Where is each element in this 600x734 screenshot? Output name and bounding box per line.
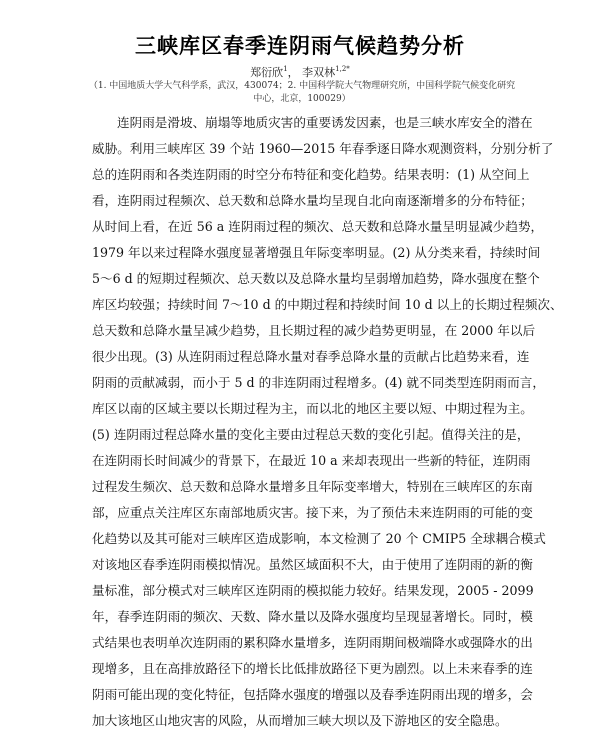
paper-title: 三峡库区春季连阴雨气候趋势分析: [135, 34, 465, 58]
abstract-line: 总天数和总降水量呈减少趋势，且长期过程的减少趋势更明显，在 2000 年以后: [92, 323, 536, 338]
abstract-body: [92, 110, 563, 734]
abstract-line: 现增多，且在高排放路径下的增长比低排放路径下更为剧烈。以上未来春季的连: [92, 661, 533, 676]
abstract-line: 总的连阴雨和各类连阴雨的时空分布特征和变化趋势。结果表明：(1) 从空间上: [92, 167, 530, 182]
abstract-line: 对该地区春季连阴雨模拟情况。虽然区域面积不大，由于使用了连阴雨的新的衡: [92, 557, 533, 572]
affiliations: [88, 80, 516, 106]
abstract-line: 加大该地区山地灾害的风险，从而增加三峡大坝以及下游地区的安全隐患。: [92, 713, 508, 728]
abstract-line: 阴雨可能出现的变化特征，包括降水强度的增强以及春季连阴雨出现的增多，会: [92, 687, 533, 702]
author-separator: ，: [287, 66, 299, 79]
abstract-line: 部，应重点关注库区东南部地质灾害。接下来，为了预估未来连阴雨的可能的变: [92, 505, 533, 520]
abstract-line: 年，春季连阴雨的频次、天数、降水量以及降水强度均呈现显著增长。同时，模: [92, 609, 533, 624]
abstract-line: 威胁。利用三峡库区 39 个站 1960—2015 年春季逐日降水观测资料，分别分析了: [92, 141, 554, 156]
abstract-line: 阴雨的贡献减弱，而小于 5 d 的非连阴雨过程增多。(4) 就不同类型连阴雨而言，: [92, 375, 545, 390]
abstract-line: 量标准，部分模式对三峡库区连阴雨的模拟能力较好。结果发现，2005 - 2099: [92, 583, 534, 598]
author-line: [0, 64, 600, 80]
affiliation-line: 中心，北京，100029）: [253, 94, 351, 104]
abstract-line: 1979 年以来过程降水强度显著增强且年际变率明显。(2) 从分类来看，持续时间: [92, 245, 541, 260]
abstract-line: 化趋势以及其可能对三峡库区造成影响，本文检测了 20 个 CMIP5 全球耦合模式: [92, 531, 546, 546]
abstract-line: 在连阴雨长时间减少的背景下，在最近 10 a 来却表现出一些新的特征，连阴雨: [92, 453, 531, 468]
author-name: 李双林: [302, 66, 336, 79]
abstract-line: 连阴雨是滑坡、崩塌等地质灾害的重要诱发因素，也是三峡水库安全的潜在: [117, 115, 533, 130]
affiliation-line: （1. 中国地质大学大气科学系，武汉，430074；2. 中国科学院大气物理研究所，中国科学院气候变化研究: [88, 81, 516, 91]
abstract-line: 很少出现。(3) 从连阴雨过程总降水量对春季总降水量的贡献占比趋势来看，连: [92, 349, 530, 364]
abstract-line: 库区均较强；持续时间 7～10 d 的中期过程和持续时间 10 d 以上的长期过程频次、: [92, 297, 563, 312]
abstract-line: 式结果也表明单次连阴雨的累积降水量增多，连阴雨期间极端降水或强降水的出: [92, 635, 533, 650]
author-name: 郑衍欣: [250, 66, 284, 79]
abstract-line: 库区以南的区域主要以长期过程为主，而以北的地区主要以短、中期过程为主。: [92, 401, 533, 416]
author-affil-mark: 1: [283, 65, 288, 73]
abstract-line: 看，连阴雨过程频次、总天数和总降水量均呈现自北向南逐渐增多的分布特征；: [92, 193, 533, 208]
abstract-line: (5) 连阴雨过程总降水量的变化主要由过程总天数的变化引起。值得关注的是，: [92, 427, 530, 442]
abstract-line: 从时间上看，在近 56 a 连阴雨过程的频次、总天数和总降水量呈明显减少趋势，: [92, 219, 544, 234]
abstract-line: 过程发生频次、总天数和总降水量增多且年际变率增大，特别在三峡库区的东南: [92, 479, 533, 494]
abstract-line: 5～6 d 的短期过程频次、总天数以及总降水量均呈弱增加趋势，降水强度在整个: [92, 271, 540, 286]
author-affil-mark: 1,2*: [335, 65, 350, 73]
